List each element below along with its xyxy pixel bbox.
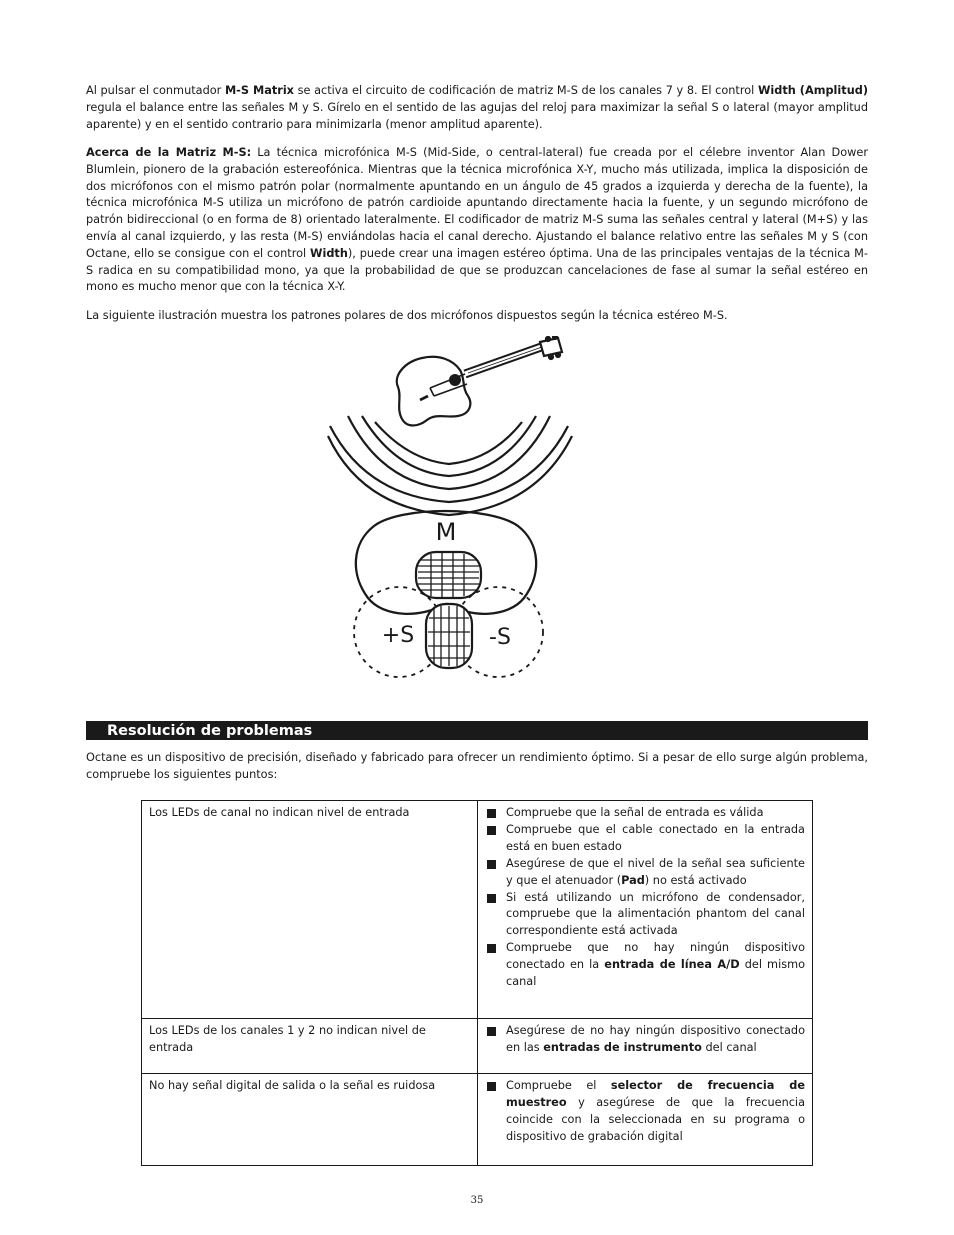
list-item-text: y asegúrese de que la frecuencia coincide con la seleccionada en su programa o dispositivo de grabación digital (506, 1095, 805, 1143)
list-item-text: Si está utilizando un micrófono de condensador, compruebe que la alimentación phantom del canal correspondiente está activada (506, 890, 805, 938)
problem-cell: Los LEDs de los canales 1 y 2 no indican nivel de entrada (142, 1019, 478, 1074)
square-bullet-icon (487, 944, 496, 953)
list-item (485, 1023, 805, 1057)
bold-term: entrada de línea A/D (604, 958, 740, 972)
square-bullet-icon (487, 1082, 496, 1091)
text-run: ), puede crear una imagen estéreo óptima. Una de las principales ventajas de la técnica M-S radica en su compatibilidad mono, ya que la probabilidad de que se produzcan cancelaciones de fase al sumar la señal estéreo en mono es mucho menor que con la técnica X-Y. (86, 246, 868, 294)
troubleshooting-table (141, 800, 813, 1166)
square-bullet-icon (487, 809, 496, 818)
problem-cell: Los LEDs de canal no indican nivel de entrada (142, 801, 478, 1019)
illustration-caption: La siguiente ilustración muestra los patrones polares de dos micrófonos dispuestos según la técnica estéreo M-S. (86, 309, 728, 322)
square-bullet-icon (487, 894, 496, 903)
list-item (485, 1078, 805, 1146)
solution-list (485, 1023, 805, 1057)
bold-term: Acerca de la Matriz M-S: (86, 146, 252, 159)
section-header-bar (86, 721, 868, 740)
list-item-text: Asegúrese de que el nivel de la señal sea suficiente y que el atenuador ( (506, 856, 805, 887)
solution-cell (478, 801, 813, 1019)
list-item (485, 805, 805, 822)
problem-cell: No hay señal digital de salida o la señal es ruidosa (142, 1074, 478, 1166)
list-item-text: Compruebe que el cable conectado en la entrada está en buen estado (506, 822, 805, 853)
square-bullet-icon (487, 860, 496, 869)
solution-list (485, 1078, 805, 1146)
list-item (485, 822, 805, 856)
list-item (485, 856, 805, 890)
list-item-text: Compruebe el (506, 1079, 611, 1092)
bold-term: entradas de instrumento (543, 1040, 702, 1054)
solution-list (485, 805, 805, 991)
label-plus-s: +S (381, 623, 415, 648)
microphone-capsules (416, 552, 481, 668)
square-bullet-icon (487, 1027, 496, 1036)
ms-matrix-paragraph (86, 83, 868, 133)
square-bullet-icon (487, 826, 496, 835)
list-item (485, 890, 805, 941)
label-m: M (435, 518, 457, 546)
bold-term: Width (Amplitud) (757, 84, 868, 97)
list-item-text: Asegúrese de no hay ningún dispositivo conectado en las (506, 1024, 805, 1054)
solution-cell (478, 1074, 813, 1166)
troubleshooting-intro: Octane es un dispositivo de precisión, diseñado y fabricado para ofrecer un rendimiento óptimo. Si a pesar de ello surge algún problema, compruebe los siguientes puntos: (86, 751, 868, 781)
bold-term: Pad (621, 873, 645, 887)
guitar-illustration (397, 336, 562, 426)
table-row (142, 1019, 813, 1074)
list-item-text: Compruebe que la señal de entrada es válida (506, 806, 764, 819)
solution-cell (478, 1019, 813, 1074)
list-item (485, 940, 805, 991)
table-row (142, 1074, 813, 1166)
section-title: Resolución de problemas (107, 723, 313, 739)
table-row (142, 801, 813, 1019)
bold-term: selector de frecuencia de muestreo (506, 1079, 805, 1109)
list-item-text: ) no está activado (644, 873, 747, 887)
text-run: La técnica microfónica M-S (Mid-Side, o central-lateral) fue creada por el célebre inventor Alan Dower Blumlein, pionero de la grabación estereofónica. Mientras que la técnica microfónica X-Y, mucho más utilizada, implica la disposición de dos micrófonos con el mismo patrón polar (normalmente apuntando en un ángulo de 45 grados a izquierda y derecha de la fuente), la técnica microfónica M-S utiliza un micrófono de patrón cardioide apuntando directamente hacia la fuente, y un segundo micrófono de patrón bidireccional (o en forma de 8) orientado lateralmente. El codificador de matriz M-S suma las señales central y lateral (M+S) y las envía al canal izquierdo, y las resta (M-S) enviándolas hacia el canal derecho. Ajustando el balance relativo entre las señales M y S (con Octane, ello se consigue con el control (86, 146, 868, 260)
page-number: 35 (470, 1195, 484, 1206)
ms-polar-pattern-figure (322, 336, 582, 686)
list-item-text: del canal (701, 1040, 757, 1054)
list-item-text: Compruebe que no hay ningún dispositivo conectado en la (506, 941, 805, 972)
bold-term: M-S Matrix (224, 84, 294, 97)
list-item-text: del mismo canal (506, 958, 806, 989)
bold-term: Width (310, 246, 348, 260)
text-run: regula el balance entre las señales M y S. Gírelo en el sentido de las agujas del reloj para maximizar la señal S o lateral (mayor amplitud aparente) y en el sentido contrario para minimizarla (menor amplitud aparente). (86, 100, 868, 131)
about-ms-paragraph (86, 145, 868, 296)
text-run: Al pulsar el conmutador (86, 84, 225, 97)
text-run: se activa el circuito de codificación de matriz M-S de los canales 7 y 8. El control (293, 84, 758, 97)
sound-waves (328, 416, 572, 515)
label-minus-s: -S (489, 625, 511, 650)
